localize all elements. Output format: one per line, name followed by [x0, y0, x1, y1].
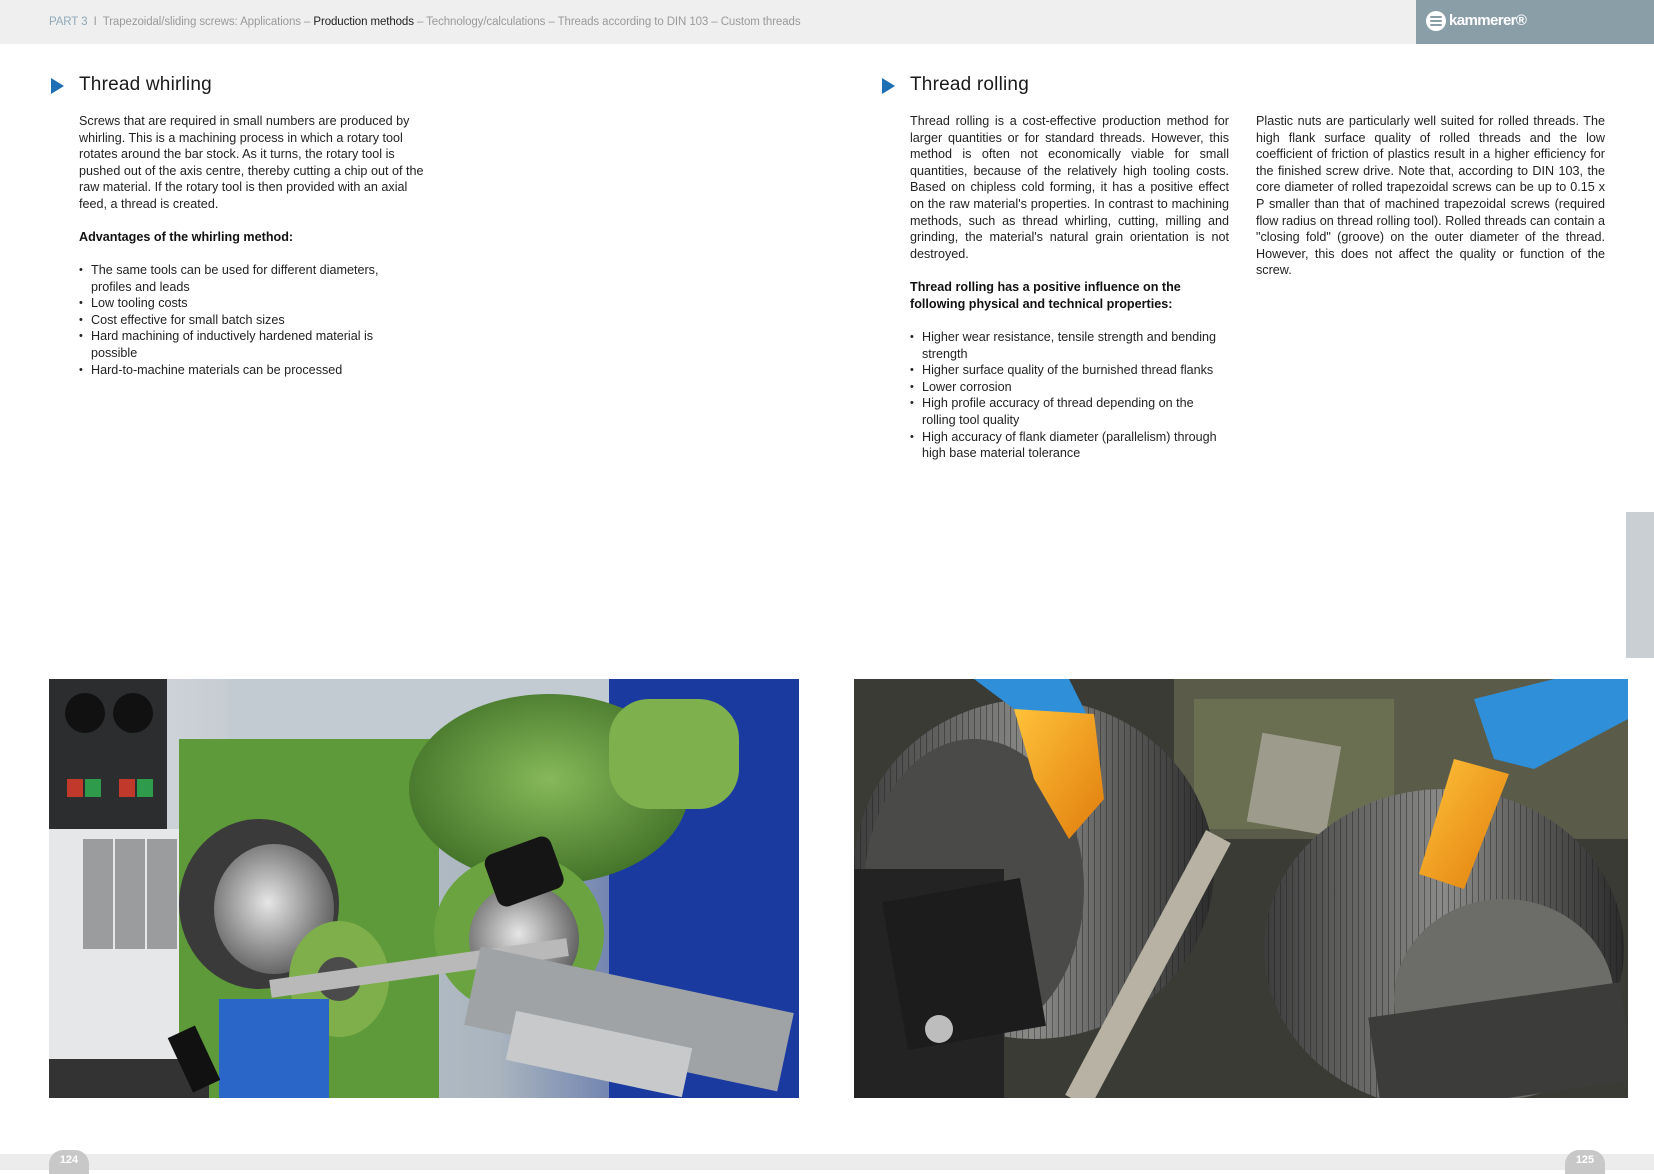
rolling-column-2: Plastic nuts are particularly well suited for rolled threads. The high flank surface quality of rolled threads and the low coefficient of friction of plastics result in a higher efficiency for the finished screw drive. Note that, according to DIN 103, the core diameter of rolled trapezoidal screws can be up to 0.15 x P smaller than that of machined trapezoidal screws (required flow radius on thread rolling tool). Rolled threads can contain a "closing fold" (groove) on the outer diameter of the thread. However, this does not affect the quality or function of the screw. — [1256, 114, 1605, 278]
section-title-thread-rolling: Thread rolling — [910, 74, 1029, 95]
whirling-advantages-list — [79, 262, 404, 378]
list-item: • Cost effective for small batch sizes — [79, 312, 404, 329]
footer-bar — [0, 1154, 1654, 1170]
list-item: • Higher surface quality of the burnished thread flanks — [910, 362, 1229, 379]
list-item: • The same tools can be used for different diameters, profiles and leads — [79, 262, 404, 295]
page-number-left: 124 — [49, 1150, 89, 1174]
breadcrumb-current: Production methods — [313, 16, 414, 28]
breadcrumb — [49, 16, 800, 28]
whirling-intro: Screws that are required in small numbers are produced by whirling. This is a machining process in which a rotary tool rotates around the bar stock. As it turns, the rotary tool is pushed out of the axis centre, thereby cutting a chip out of the raw material. If the rotary tool is then provided with an axial feed, a thread is created. — [79, 114, 424, 211]
rolling-intro: Thread rolling is a cost-effective production method for larger quantities or for standard threads. However, this method is often not economically viable for small quantities, because of the relatively high tooling costs. Based on chipless cold forming, it has a positive effect on the raw material's properties. In contrast to machining methods, such as thread whirling, cutting, milling and grinding, the material's natural grain orientation is not destroyed. — [910, 114, 1229, 261]
breadcrumb-separator: I — [93, 16, 97, 28]
kammerer-logo-icon — [1426, 11, 1446, 31]
thread-whirling-machine-photo — [49, 679, 799, 1098]
logo-text: kammerer® — [1449, 12, 1527, 29]
section-title-thread-whirling: Thread whirling — [79, 74, 212, 95]
list-item: • Low tooling costs — [79, 295, 404, 312]
rolling-properties-list — [910, 329, 1229, 462]
side-tab — [1626, 512, 1654, 658]
thread-rolling-machine-photo — [854, 679, 1628, 1098]
list-item: • Hard-to-machine materials can be processed — [79, 362, 404, 379]
breadcrumb-before: Trapezoidal/sliding screws: Applications – — [102, 16, 314, 28]
list-item: • Higher wear resistance, tensile strength and bending strength — [910, 329, 1229, 362]
list-item: • Lower corrosion — [910, 379, 1229, 396]
page-number-right: 125 — [1565, 1150, 1605, 1174]
breadcrumb-after: – Technology/calculations – Threads according to DIN 103 – Custom threads — [413, 16, 801, 28]
breadcrumb-part: PART 3 — [49, 16, 88, 28]
rolling-subheading: Thread rolling has a positive influence on the following physical and technical properties: — [910, 280, 1181, 311]
whirling-subheading: Advantages of the whirling method: — [79, 230, 294, 244]
list-item: • High accuracy of flank diameter (parallelism) through high base material tolerance — [910, 429, 1229, 462]
play-triangle-icon — [882, 78, 895, 94]
play-triangle-icon — [51, 78, 64, 94]
list-item: • Hard machining of inductively hardened material is possible — [79, 328, 404, 361]
list-item: • High profile accuracy of thread depending on the rolling tool quality — [910, 395, 1229, 428]
